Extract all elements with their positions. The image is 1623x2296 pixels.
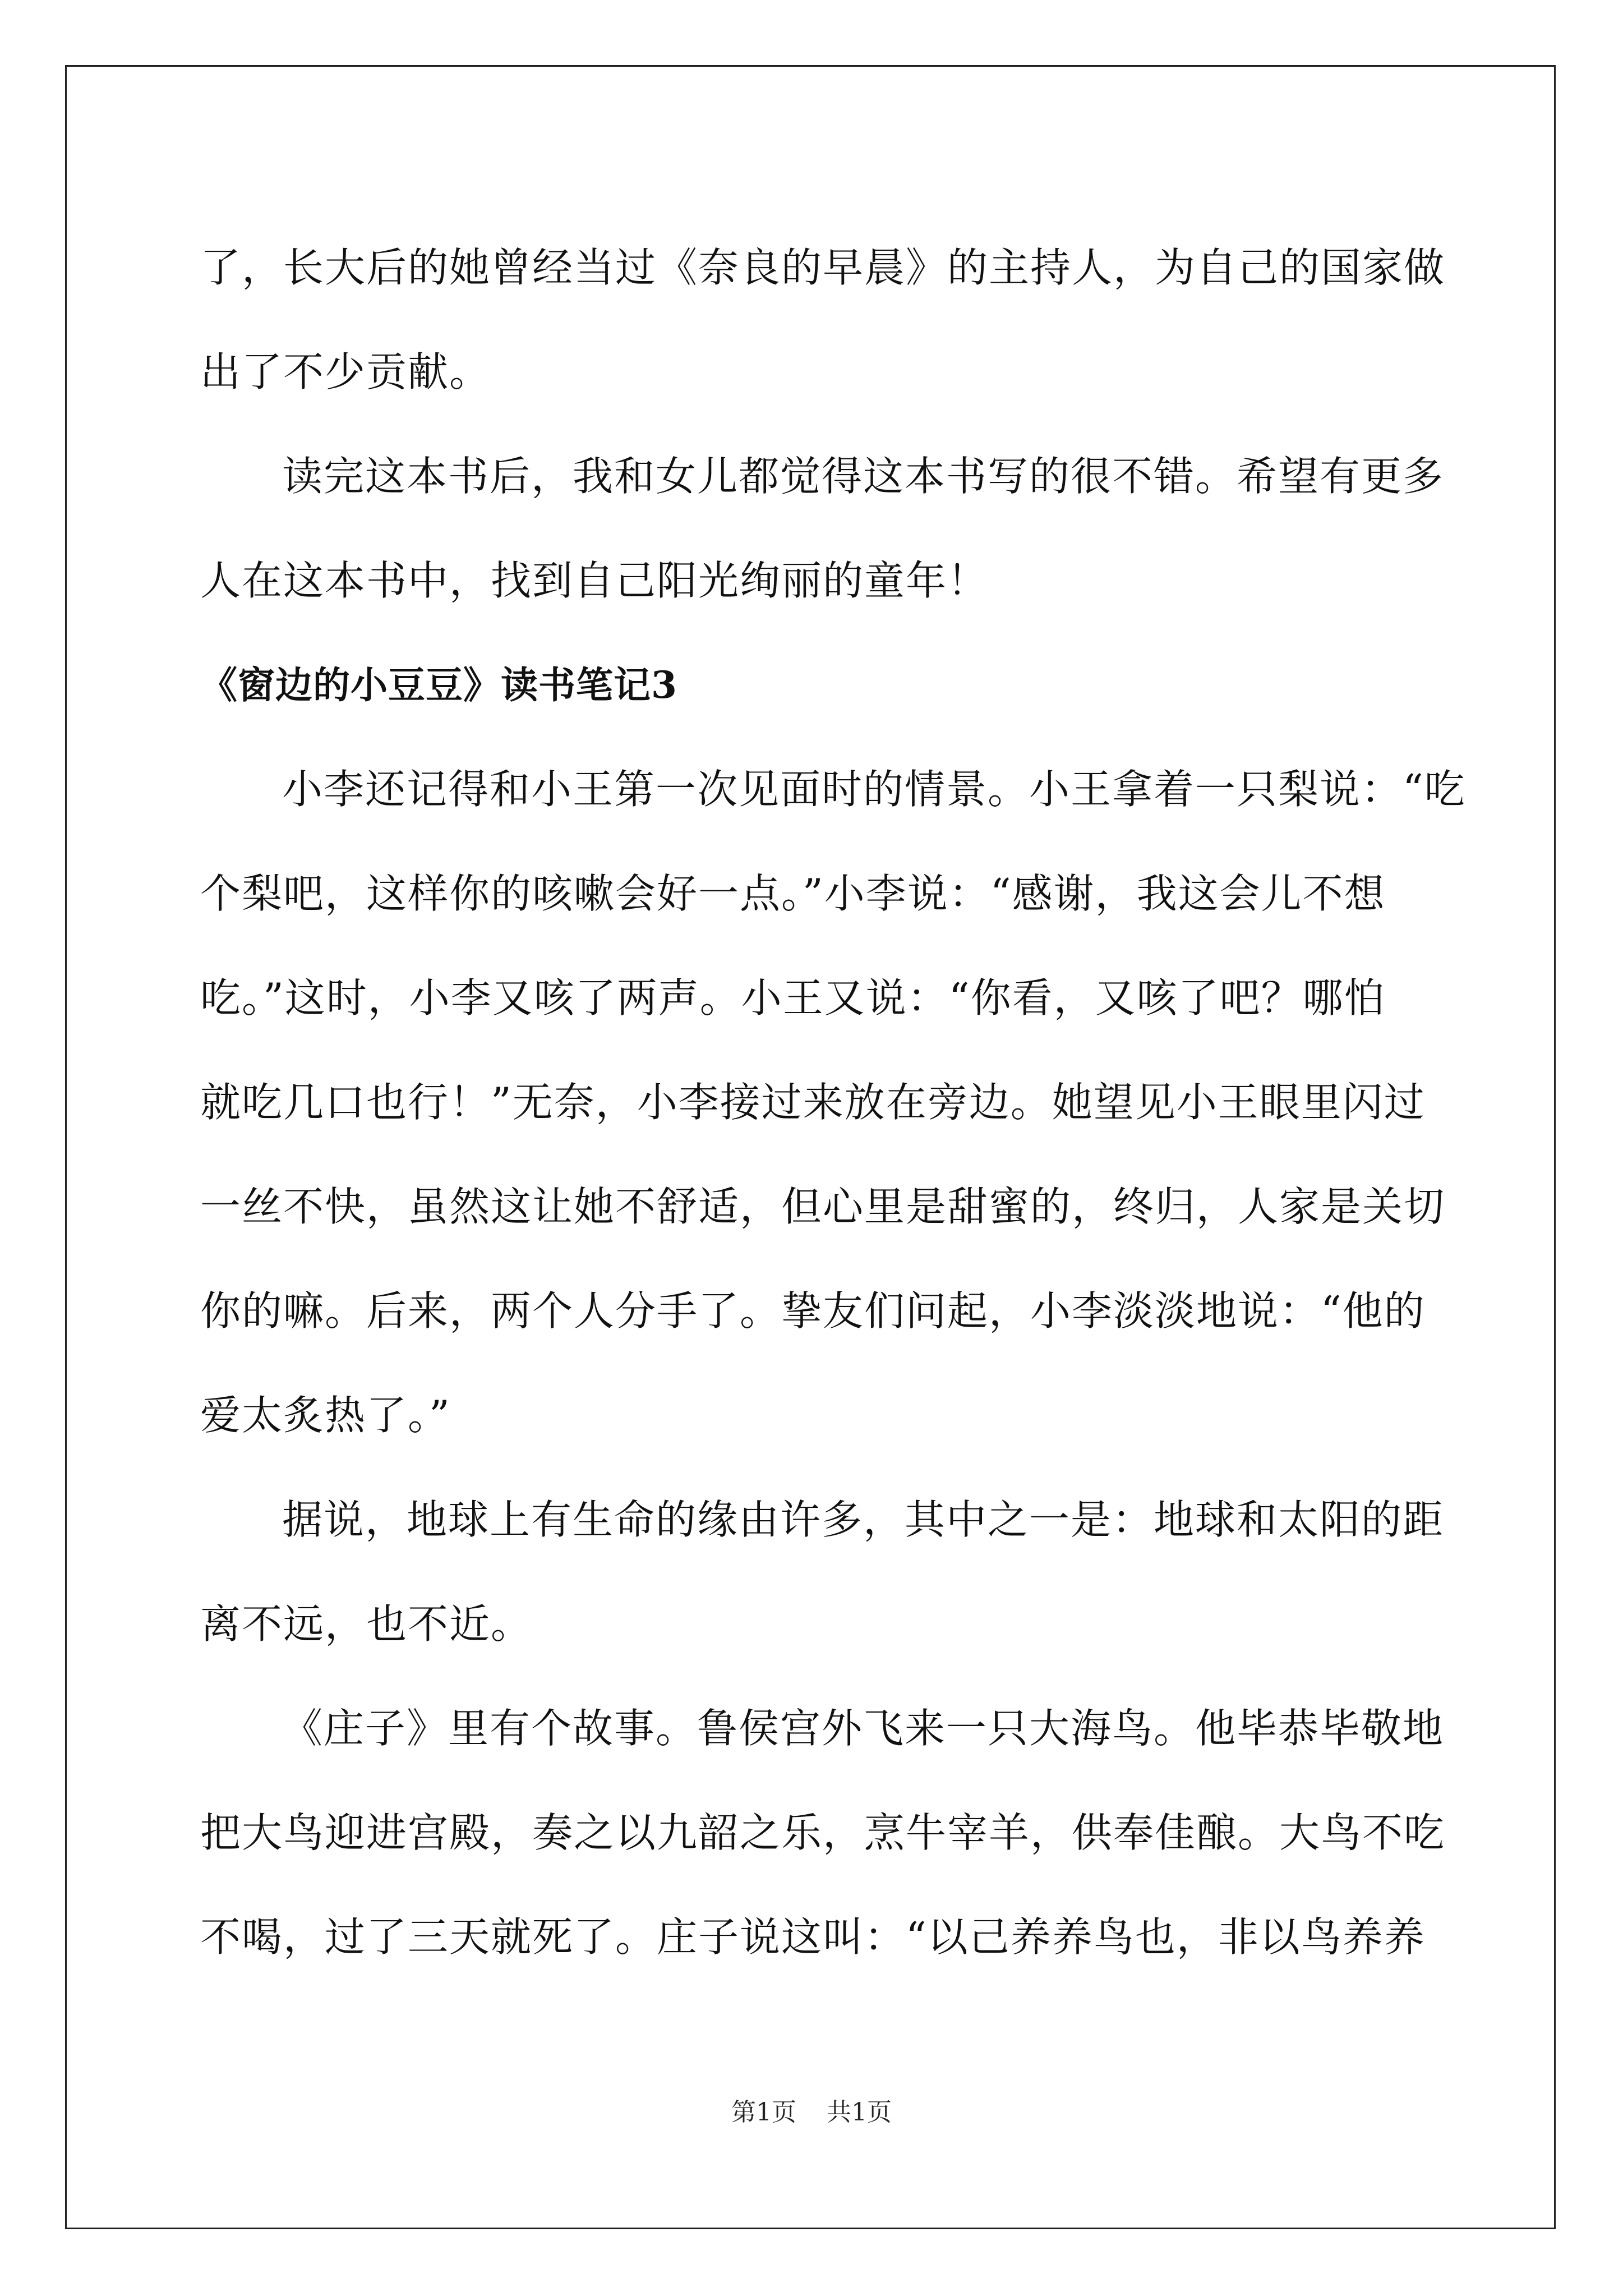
paragraph-line: 爱太炙热了。” — [200, 1392, 451, 1439]
paragraph-line: 《庄子》里有个故事。鲁侯宫外飞来一只大海鸟。他毕恭毕敬地 — [282, 1705, 1445, 1752]
paragraph-2 — [200, 424, 1445, 633]
document-body — [200, 215, 1466, 1989]
paragraph-3 — [200, 737, 1466, 1467]
paragraph-5 — [200, 1676, 1446, 1989]
paragraph-line: 小李还记得和小王第一次见面时的情景。小王拿着一只梨说：“吃 — [282, 766, 1466, 813]
page-number: 第1页 — [731, 2098, 796, 2127]
paragraph-line: 吃。”这时，小李又咳了两声。小王又说：“你看，又咳了吧？哪怕 — [200, 974, 1386, 1022]
paragraph-line: 据说，地球上有生命的缘由许多，其中之一是：地球和太阳的距 — [282, 1496, 1445, 1543]
paragraph-line: 读完这本书后，我和女儿都觉得这本书写的很不错。希望有更多 — [282, 453, 1445, 500]
paragraph-1 — [200, 215, 1446, 424]
paragraph-line: 个梨吧，这样你的咳嗽会好一点。”小李说：“感谢，我这会儿不想 — [200, 870, 1386, 917]
page-footer — [0, 2096, 1623, 2129]
paragraph-line: 就吃几口也行！”无奈，小李接过来放在旁边。她望见小王眼里闪过 — [200, 1079, 1426, 1126]
paragraph-4 — [200, 1467, 1445, 1676]
paragraph-line: 了，长大后的她曾经当过《奈良的早晨》的主持人，为自己的国家做 — [200, 244, 1446, 291]
section-heading: 《窗边的小豆豆》读书笔记3 — [200, 663, 677, 707]
paragraph-line: 离不远，也不近。 — [200, 1600, 533, 1648]
paragraph-line: 你的嘛。后来，两个人分手了。挚友们问起，小李淡淡地说：“他的 — [200, 1287, 1426, 1335]
page-total: 共1页 — [827, 2098, 892, 2127]
paragraph-line: 一丝不快，虽然这让她不舒适，但心里是甜蜜的，终归，人家是关切 — [200, 1183, 1446, 1230]
paragraph-line: 不喝，过了三天就死了。庄子说这叫：“以己养养鸟也，非以鸟养养 — [200, 1913, 1426, 1961]
paragraph-line: 把大鸟迎进宫殿，奏之以九韶之乐，烹牛宰羊，供奉佳酿。大鸟不吃 — [200, 1809, 1446, 1856]
paragraph-line: 人在这本书中，找到自己阳光绚丽的童年！ — [200, 557, 989, 604]
paragraph-line: 出了不少贡献。 — [200, 348, 491, 395]
